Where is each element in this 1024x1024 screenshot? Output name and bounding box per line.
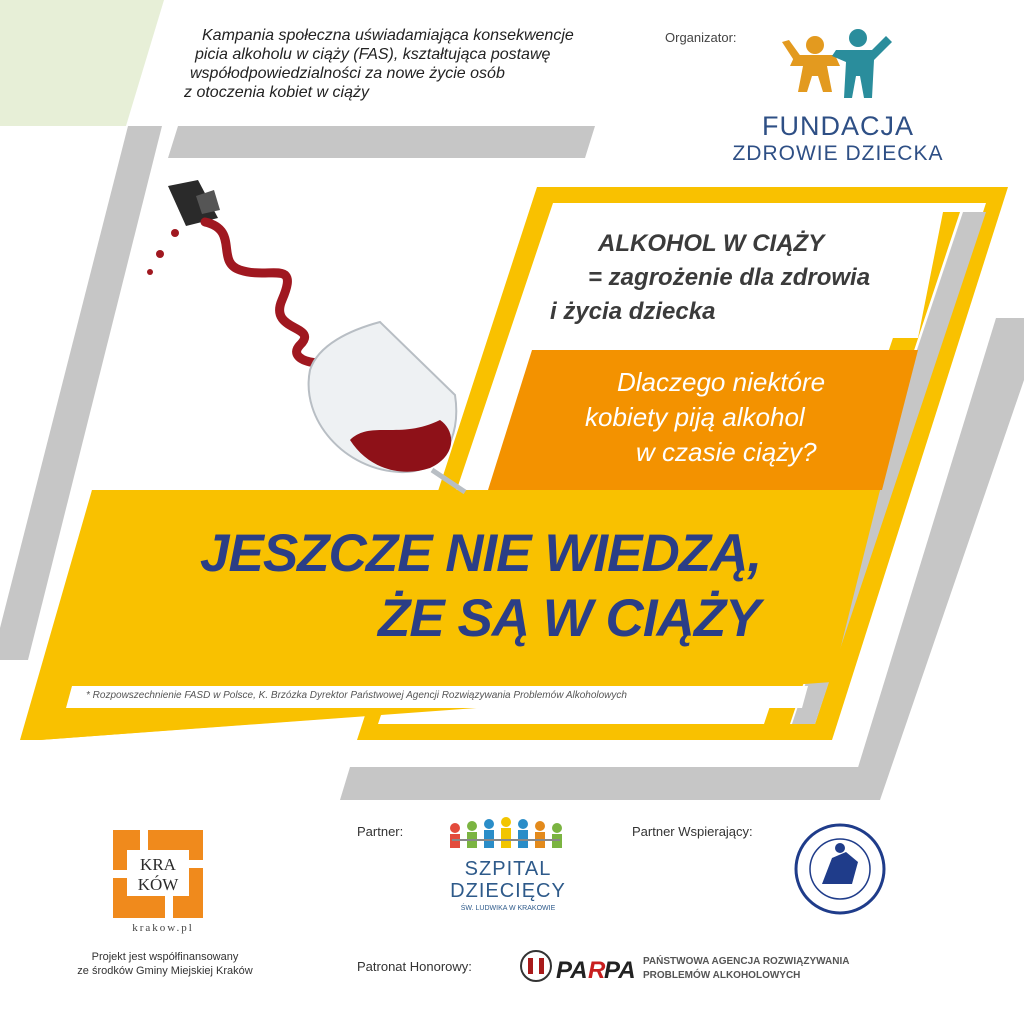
svg-text:KÓW: KÓW xyxy=(137,875,179,894)
answer-line2: ŻE SĄ W CIĄŻY xyxy=(378,589,760,648)
campaign-intro xyxy=(180,26,620,102)
partner-name-line1: SZPITAL xyxy=(464,858,552,880)
two-children-icon xyxy=(782,29,892,98)
svg-text:KRA: KRA xyxy=(140,855,176,874)
cofinance-line: Projekt jest współfinansowany xyxy=(91,951,239,963)
city-center-seal xyxy=(796,825,884,913)
question-line3: w czasie ciąży? xyxy=(636,437,817,467)
partner-label: Partner: xyxy=(357,824,404,839)
gray-stripe-bottom xyxy=(340,767,868,800)
krakow-url: krakow.pl xyxy=(132,922,194,934)
parpa-name xyxy=(643,955,849,983)
partner-name-line2: DZIECIĘCY xyxy=(450,880,566,902)
svg-text:PA: PA xyxy=(556,957,588,984)
intro-line: współodpowiedzialności za nowe życie osób xyxy=(190,65,505,82)
intro-line: z otoczenia kobiet w ciąży xyxy=(184,84,369,101)
wine-drop xyxy=(147,269,153,275)
parpa-line: PROBLEMÓW ALKOHOLOWYCH xyxy=(643,970,801,981)
question-line2: kobiety piją alkohol xyxy=(585,402,805,432)
organizer-label: Organizator: xyxy=(665,30,737,45)
partner-name-line3: ŚW. LUDWIKA W KRAKOWIE xyxy=(460,905,556,912)
headline-line2: = zagrożenie dla zdrowia xyxy=(588,264,871,291)
honor-patronage-label: Patronat Honorowy: xyxy=(357,959,472,974)
support-partner-label: Partner Wspierający: xyxy=(632,824,753,839)
svg-text:R: R xyxy=(588,957,606,984)
wine-drop xyxy=(156,250,164,258)
wine-drop xyxy=(171,229,179,237)
organizer-name-line1: FUNDACJA xyxy=(761,111,914,141)
parpa-logo xyxy=(521,951,636,984)
wine-glass-icon xyxy=(309,322,465,492)
gray-stripe-top xyxy=(168,126,595,158)
question-line1: Dlaczego niektóre xyxy=(617,367,826,397)
cofinance-line: ze środków Gminy Miejskiej Kraków xyxy=(77,965,253,977)
intro-line: picia alkoholu w ciąży (FAS), kształtująca postawę xyxy=(195,46,551,63)
cofinance-note xyxy=(40,950,290,978)
parpa-line: PAŃSTWOWA AGENCJA ROZWIĄZYWANIA xyxy=(643,956,850,967)
headline-title: ALKOHOL W CIĄŻY xyxy=(598,230,825,257)
children-chain-icon xyxy=(450,817,562,848)
headline-line3: i życia dziecka xyxy=(550,298,716,325)
answer-line1: JESZCZE NIE WIEDZĄ, xyxy=(200,524,762,583)
corner-decoration xyxy=(0,0,164,126)
intro-line: Kampania społeczna uświadamiająca konsekwencje xyxy=(202,27,574,44)
svg-text:PA: PA xyxy=(604,957,636,984)
organizer-name-line2: ZDROWIE DZIECKA xyxy=(732,142,944,165)
wine-bottle-icon xyxy=(168,180,220,226)
footnote: * Rozpowszechnienie FASD w Polsce, K. Brzózka Dyrektor Państwowej Agencji Rozwiązywania Problemów Alkoholowych xyxy=(86,690,627,701)
krakow-logo xyxy=(113,830,203,918)
